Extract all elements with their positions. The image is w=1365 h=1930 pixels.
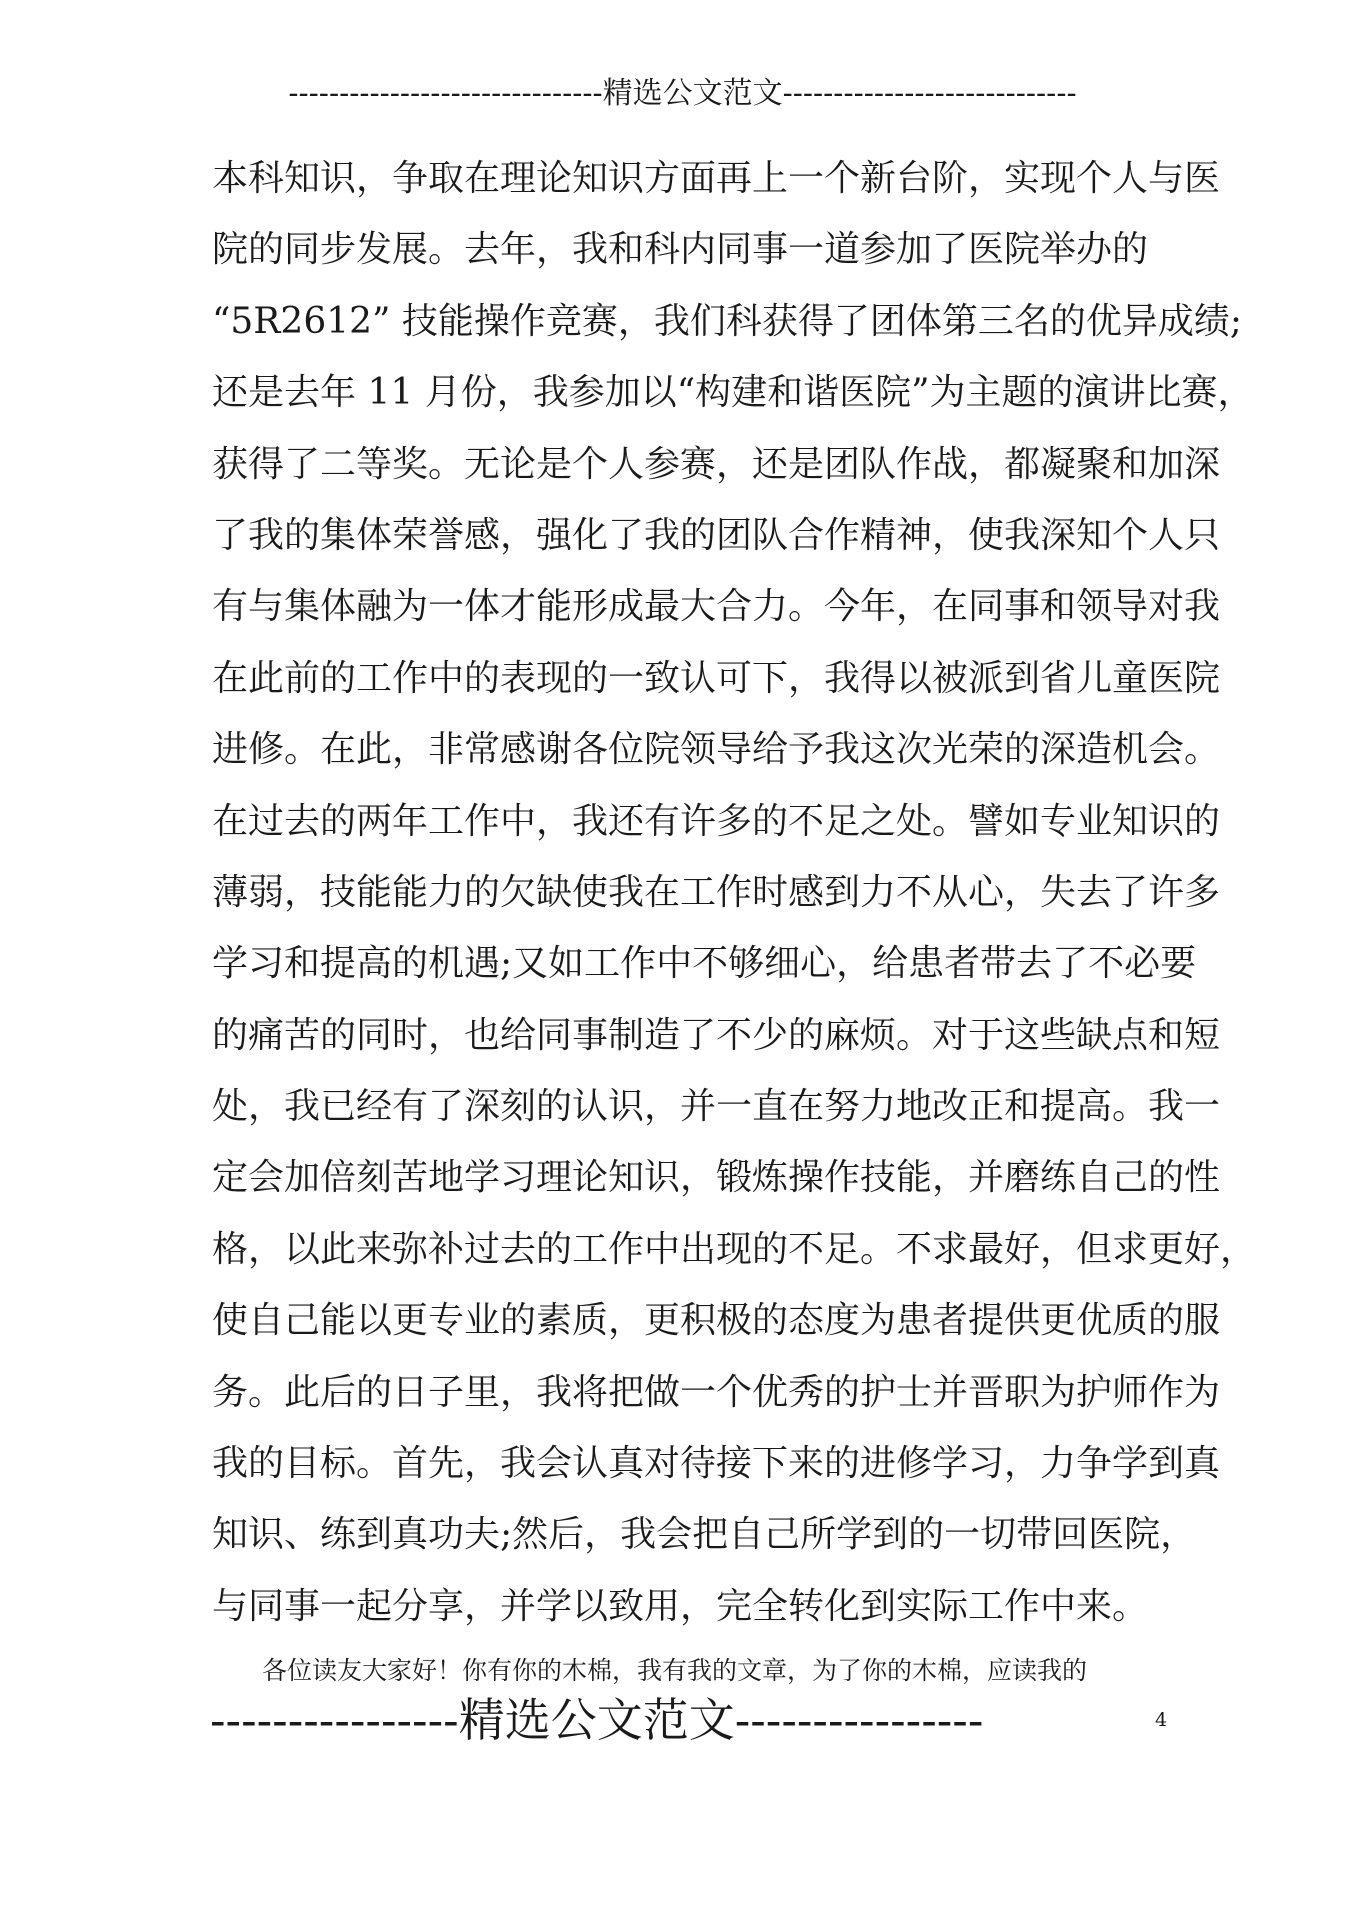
body-line: 使自己能以更专业的素质，更积极的态度为患者提供更优质的服 bbox=[212, 1300, 1221, 1342]
body-line: 有与集体融为一体才能形成最大合力。今年，在同事和领导对我 bbox=[212, 586, 1221, 628]
page-header: -------------------------------精选公文范文----------------------------- bbox=[288, 76, 1077, 111]
body-line: 获得了二等奖。无论是个人参赛，还是团队作战，都凝聚和加深 bbox=[212, 443, 1221, 485]
page-number: 4 bbox=[1155, 1709, 1168, 1731]
page-footer: ----------------精选公文范文---------------- bbox=[210, 1693, 984, 1747]
body-line: 了我的集体荣誉感，强化了我的团队合作精神，使我深知个人只 bbox=[212, 514, 1221, 556]
body-line: 在此前的工作中的表现的一致认可下，我得以被派到省儿童医院 bbox=[212, 657, 1221, 699]
body-line: 学习和提高的机遇;又如工作中不够细心，给患者带去了不必要 bbox=[212, 943, 1197, 985]
body-line: 格，以此来弥补过去的工作中出现的不足。不求最好，但求更好， bbox=[212, 1228, 1257, 1270]
body-line: 本科知识，争取在理论知识方面再上一个新台阶，实现个人与医 bbox=[212, 158, 1221, 199]
body-line: 与同事一起分享，并学以致用，完全转化到实际工作中来。 bbox=[212, 1585, 1149, 1627]
body-line: 院的同步发展。去年，我和科内同事一道参加了医院举办的 bbox=[212, 229, 1149, 271]
body-line: 定会加倍刻苦地学习理论知识，锻炼操作技能，并磨练自己的性 bbox=[212, 1157, 1221, 1199]
body-line: 的痛苦的同时，也给同事制造了不少的麻烦。对于这些缺点和短 bbox=[212, 1014, 1221, 1056]
body-line: 务。此后的日子里，我将把做一个优秀的护士并晋职为护师作为 bbox=[212, 1371, 1221, 1413]
footer-greeting: 各位读友大家好！你有你的木棉，我有我的文章，为了你的木棉，应读我的 bbox=[262, 1656, 1088, 1685]
body-text bbox=[212, 143, 1257, 1642]
body-line: 处，我已经有了深刻的认识，并一直在努力地改正和提高。我一 bbox=[212, 1086, 1221, 1128]
body-line: 知识、练到真功夫;然后，我会把自己所学到的一切带回医院， bbox=[212, 1514, 1197, 1556]
body-line: 我的目标。首先，我会认真对待接下来的进修学习，力争学到真 bbox=[212, 1443, 1221, 1485]
body-line: 进修。在此，非常感谢各位院领导给予我这次光荣的深造机会。 bbox=[212, 729, 1221, 771]
body-line: “5R2612” 技能操作竞赛，我们科获得了团体第三名的优异成绩; bbox=[212, 300, 1243, 342]
body-line: 还是去年 11 月份，我参加以“构建和谐医院”为主题的演讲比赛， bbox=[212, 372, 1254, 414]
body-line: 薄弱，技能能力的欠缺使我在工作时感到力不从心，失去了许多 bbox=[212, 871, 1221, 913]
body-line: 在过去的两年工作中，我还有许多的不足之处。譬如专业知识的 bbox=[212, 800, 1221, 842]
